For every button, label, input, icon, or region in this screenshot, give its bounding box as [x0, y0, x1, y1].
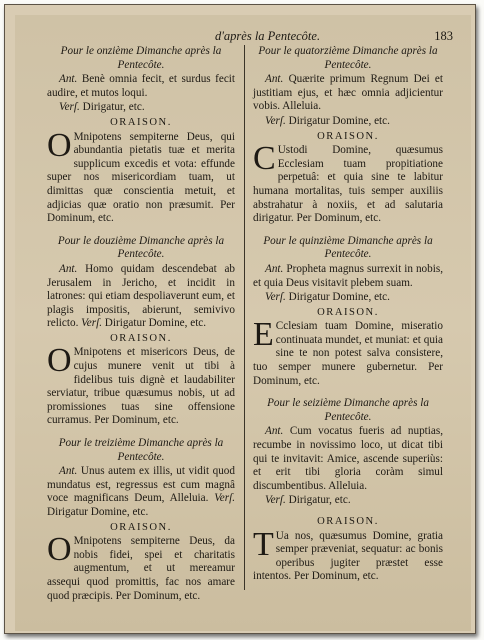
ant-label: Ant.	[265, 73, 284, 86]
left-column	[47, 45, 235, 604]
section-heading: Pour le quatorzième Dimanche après la Pentecôte.	[258, 45, 438, 71]
section-heading: Pour le quinzième Dimanche après la Pentecôte.	[263, 234, 433, 261]
versicle-text: Dirigatur, etc.	[82, 101, 145, 114]
versicle-text: Dirigatur Domine, etc.	[288, 291, 390, 304]
running-head	[15, 29, 471, 43]
antiphon-text: Homo quidam descendebat ab Jerusalem in Jericho, et incidit in latrones: qui etiam despoliaverunt eum, et plagis impositis, abierunt, semivivo relicto.	[47, 262, 236, 330]
oraison-heading: ORAISON.	[110, 116, 172, 128]
versicle-text: Dirigatur Domine, etc.	[104, 317, 207, 330]
antiphon-text: Quærite primum Regnum Dei et justitiam ejus, et hæc omnia adjicientur vobis. Alleluia.	[253, 73, 444, 113]
drop-cap: O	[47, 126, 72, 164]
section-14th-sunday	[253, 45, 443, 226]
oraison-heading: ORAISON.	[110, 521, 172, 533]
drop-cap: C	[253, 140, 276, 178]
oraison-heading: ORAISON.	[317, 306, 379, 318]
section-heading: Pour le douzième Dimanche après la Pentecôte.	[57, 234, 225, 261]
oraison-heading: ORAISON.	[110, 332, 172, 344]
vers-label: Verſ.	[265, 494, 286, 507]
prayer	[47, 531, 235, 603]
page-number: 183	[434, 29, 453, 43]
prayer	[47, 342, 235, 428]
section-15th-sunday	[253, 235, 443, 389]
oraison-heading: ORAISON.	[317, 130, 379, 142]
antiphon	[253, 73, 443, 114]
antiphon	[253, 425, 443, 493]
vers-label: Verſ.	[265, 291, 286, 304]
vers-label: Verſ.	[214, 492, 236, 505]
antiphon-text: Propheta magnus surrexit in nobis, et quia Deus visitavit plebem suam.	[253, 262, 443, 289]
prayer	[253, 140, 443, 226]
versicle	[253, 494, 443, 508]
prayer-text: Mnipotens sempiterne Deus, qui abundantia pietatis tuæ et merita supplicum excedis et vota: effunde super nos misericordiam tuam, ut dimittas quæ conscientia metuit, et adjicias quæ oratio non præsumit. Per Dominum, etc.	[47, 130, 235, 225]
prayer-text: Cclesiam tuam Domine, miseratio continuata mundet, et muniat: et quia sine te non potest salva consistere, tuo semper munere gubernetur. Per Dominum, etc.	[253, 320, 443, 387]
running-title: d'après la Pentecôte.	[215, 29, 321, 43]
ant-label: Ant.	[59, 73, 78, 86]
drop-cap: T	[253, 525, 274, 563]
column-divider	[244, 45, 245, 590]
prayer	[253, 525, 443, 584]
prayer-text: Ua nos, quæsumus Domine, gratia semper præveniat, sequatur: ac bonis operibus jugiter præstet esse intentos. Per Dominum, etc.	[253, 529, 443, 583]
right-column	[253, 45, 443, 585]
section-16th-sunday	[253, 397, 443, 584]
picture-frame	[4, 4, 476, 634]
book-page	[15, 15, 471, 631]
section-11th-sunday	[47, 45, 235, 226]
vers-label: Verſ.	[265, 114, 286, 127]
prayer	[253, 316, 443, 388]
prayer	[47, 126, 235, 226]
vers-label: Verſ.	[81, 317, 102, 330]
antiphon	[253, 263, 443, 290]
ant-label: Ant.	[265, 425, 284, 438]
oraison-heading: ORAISON.	[317, 516, 379, 527]
prayer-text: Mnipotens sempiterne Deus, da nobis fidei, spei et charitatis augmentum, et ut mereamur assequi quod promittis, fac nos amare quod præcipis. Per Dominum, etc.	[47, 535, 235, 602]
prayer-text: Ustodi Domine, quæsumus Ecclesiam tuam propitiatione perpetuâ: et quia sine te labitur humana mortalitas, tuis semper auxiliis abstrahatur à noxiis, et ad salutaria dirigatur. Per Dominum, etc.	[253, 144, 443, 225]
versicle-text: Dirigatur Domine, etc.	[288, 114, 390, 127]
drop-cap: O	[47, 531, 72, 569]
antiphon	[47, 465, 235, 519]
versicle	[47, 101, 235, 115]
ant-label: Ant.	[265, 262, 284, 275]
antiphon-text: Cum vocatus fueris ad nuptias, recumbe in novissimo loco, ut dicat tibi qui te invitavit: Amice, ascende superiùs: et erit tibi gloria coràm simul discumbentibus. Alleluia.	[253, 425, 443, 492]
versicle-text: Dirigatur, etc.	[288, 494, 351, 507]
drop-cap: O	[47, 342, 72, 380]
vers-label: Verſ.	[59, 101, 80, 114]
antiphon	[47, 263, 235, 331]
antiphon	[47, 73, 235, 100]
section-13th-sunday	[47, 437, 235, 603]
prayer-text: Mnipotens et misericors Deus, de cujus munere venit ut tibi à fidelibus tuis dignè et laudabiliter serviatur, tribue quæsumus nobis, ut ad promissiones tuas sine offensione curramus. Per Dominum, etc.	[47, 346, 235, 427]
section-heading: Pour le seizième Dimanche après la Pentecôte.	[267, 397, 429, 423]
drop-cap: E	[253, 316, 274, 354]
antiphon-text: Unus autem ex illis, ut vidit quod mundatus est, regressus est cum magnâ voce magnificans Deum, Alleluia.	[47, 465, 235, 505]
section-heading: Pour le treizième Dimanche après la Pentecôte.	[58, 437, 224, 463]
versicle	[253, 115, 443, 129]
versicle-text: Dirigatur Domine, etc.	[47, 506, 149, 518]
ant-label: Ant.	[59, 465, 78, 478]
antiphon-text: Benè omnia fecit, et surdus fecit audire, et mutos loqui.	[47, 73, 236, 99]
ant-label: Ant.	[59, 262, 78, 275]
section-heading: Pour le onzième Dimanche après la Pentecôte.	[60, 45, 222, 71]
section-12th-sunday	[47, 235, 235, 428]
versicle	[253, 291, 443, 305]
